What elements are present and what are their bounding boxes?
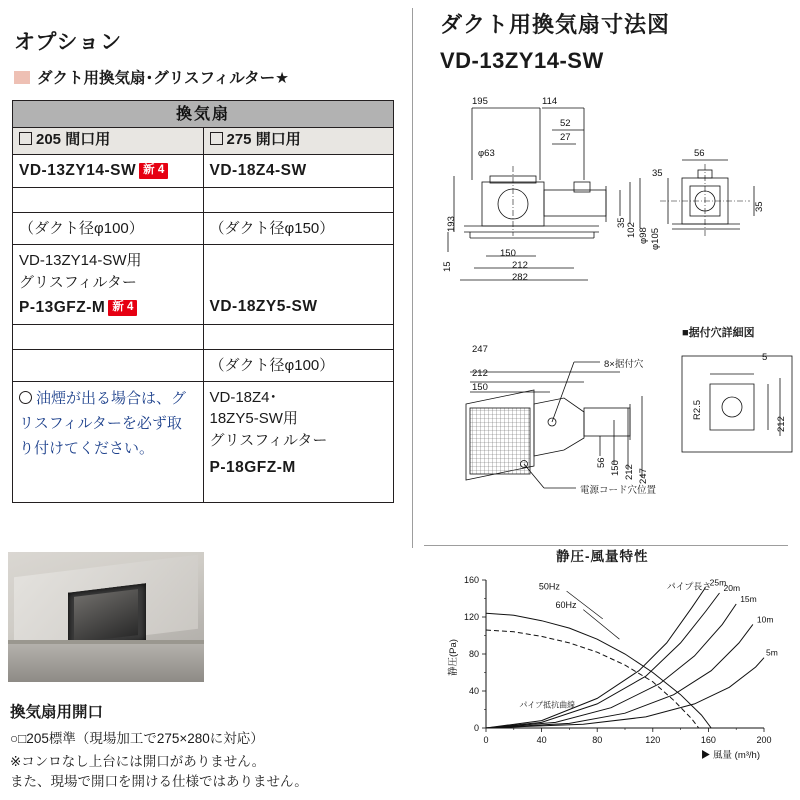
svg-text:120: 120: [645, 735, 661, 745]
top-dimension-drawing: [424, 86, 800, 346]
checkbox-square-icon: [210, 132, 223, 145]
table-header-row: [13, 101, 394, 128]
dim-56: 56: [694, 148, 705, 159]
spacer-cell-1: [13, 188, 204, 213]
cell-note: [13, 349, 204, 381]
dim-150-b: 150: [610, 460, 621, 476]
dim-phi98: φ98: [638, 227, 649, 244]
svg-text:40: 40: [536, 735, 547, 745]
svg-text:0: 0: [473, 723, 479, 733]
col1-header-label: 205 間口用: [36, 131, 111, 148]
dim-35c: 35: [754, 201, 765, 212]
circle-bullet-icon: [19, 391, 32, 404]
dim-35b: 35: [616, 217, 627, 228]
cell-filter-1: [13, 245, 204, 325]
table-header: 換気扇: [13, 101, 394, 128]
dim-15: 15: [442, 261, 453, 272]
photo-front: [8, 644, 204, 682]
dim-27: 27: [560, 132, 571, 143]
col2-header: [203, 128, 394, 155]
cell-filter-2: [203, 245, 394, 325]
spacer-cell-3: [13, 324, 204, 349]
svg-text:80: 80: [592, 735, 603, 745]
table-row-spacer: [13, 324, 394, 349]
dim-150: 150: [500, 248, 516, 259]
svg-text:80: 80: [468, 649, 479, 659]
dim-247-top: 247: [472, 344, 488, 355]
svg-text:160: 160: [700, 735, 716, 745]
spacer-cell-2: [203, 188, 394, 213]
static-pressure-chart: [424, 568, 800, 798]
svg-text:静圧(Pa): 静圧(Pa): [448, 639, 459, 676]
dim-193: 193: [446, 216, 457, 232]
svg-text:200: 200: [756, 735, 772, 745]
oil-note-label: 油煙が出る場合は、グリスフィルターを必ず取り付けてください。: [19, 390, 187, 457]
svg-text:▶ 風量 (m³/h): ▶ 風量 (m³/h): [700, 750, 760, 761]
svg-text:パイプ抵抗曲線: パイプ抵抗曲線: [519, 700, 576, 710]
dim-phi105: φ105: [650, 227, 661, 250]
dim-212-top: 212: [472, 368, 488, 379]
drawing-title: ダクト用換気扇寸法図: [440, 12, 671, 37]
checkbox-square-icon: [19, 132, 32, 145]
cell-oil-note: [13, 382, 204, 503]
photo-caption-line1: ○□205標準（現場加工で275×280に対応）: [10, 731, 264, 746]
model-p13gfz: P-13GFZ-M: [19, 298, 106, 316]
dim-52: 52: [560, 118, 571, 129]
filter3-line1: VD-18Z4･: [209, 389, 278, 407]
label-mount-holes: 8×据付穴: [604, 359, 644, 370]
table-subheader-row: [13, 128, 394, 155]
table-row-spacer: [13, 188, 394, 213]
dim-195: 195: [472, 96, 488, 107]
caption-line3-text: また、現場で開口を開ける仕様ではありません。: [10, 773, 308, 789]
option-title: オプション: [14, 31, 123, 54]
right-column: [424, 0, 800, 800]
col1-header: [13, 128, 204, 155]
new-badge: 新 4: [108, 300, 137, 316]
label-cord-hole: 電源コード穴位置: [580, 485, 657, 496]
filter-line2: グリスフィルター: [19, 273, 137, 291]
svg-text:50Hz: 50Hz: [538, 581, 560, 592]
table-row: [13, 155, 394, 188]
label-r25: R2.5: [692, 399, 703, 420]
svg-text:20m: 20m: [723, 582, 741, 593]
drawing-model: VD-13ZY14-SW: [440, 48, 604, 73]
cell-duct-3: （ダクト径φ100）: [203, 349, 394, 381]
oil-note-text: [19, 387, 197, 461]
photo-caption-title: 換気扇用開口: [10, 704, 104, 721]
product-photo: [8, 552, 204, 682]
dim-102: 102: [626, 222, 637, 238]
dim-212: 212: [512, 260, 528, 271]
svg-text:60Hz: 60Hz: [555, 599, 577, 610]
svg-text:15m: 15m: [740, 594, 757, 605]
photo-opening-inner: [74, 589, 138, 643]
svg-text:25m: 25m: [709, 577, 727, 588]
cell-model-2: [203, 155, 394, 188]
cell-duct-1: （ダクト径φ100）: [13, 213, 204, 245]
svg-text:10m: 10m: [756, 614, 774, 625]
dim-150-top: 150: [472, 382, 488, 393]
table-row: [13, 382, 394, 503]
spacer-cell-4: [203, 324, 394, 349]
caption-line2-text: ※コンロなし上台には開口がありません。: [10, 754, 266, 769]
filter3-line2: 18ZY5-SW用: [209, 410, 298, 428]
dim-phi63: φ63: [478, 148, 495, 159]
model-p18gfz: P-18GFZ-M: [209, 459, 296, 477]
svg-text:120: 120: [463, 612, 479, 622]
svg-text:40: 40: [468, 686, 479, 696]
option-subtitle-row: [14, 66, 289, 88]
cell-model-1: [13, 155, 204, 188]
svg-text:160: 160: [463, 575, 479, 585]
filter3-line3: グリスフィルター: [209, 431, 328, 449]
pink-square-icon: [14, 71, 30, 84]
dim-247-b: 247: [638, 468, 649, 484]
option-subtitle: ダクト用換気扇･グリスフィルター★: [37, 70, 289, 87]
dim-35a: 35: [652, 168, 663, 179]
model-vd13zy14: VD-13ZY14-SW: [19, 162, 137, 179]
svg-text:0: 0: [483, 735, 489, 745]
cell-duct-2: （ダクト径φ150）: [203, 213, 394, 245]
dim-212-b: 212: [624, 464, 635, 480]
cell-filter-3: [203, 382, 394, 503]
dim-56-b: 56: [596, 457, 607, 468]
chart-title: 静圧-風量特性: [556, 549, 649, 564]
table-row: [13, 245, 394, 325]
new-badge: 新 4: [139, 163, 168, 179]
model-vd18zy5: VD-18ZY5-SW: [209, 298, 318, 316]
dim-114: 114: [542, 96, 558, 107]
svg-text:パイプ長さ: パイプ長さ: [666, 581, 712, 592]
svg-text:5m: 5m: [766, 647, 778, 658]
table-row: [13, 349, 394, 381]
dim-5: 5: [762, 352, 768, 363]
col2-header-label: 275 開口用: [226, 131, 301, 148]
vertical-divider: [412, 8, 413, 548]
dim-282: 282: [512, 272, 528, 283]
dim-212-detail: 212: [776, 416, 787, 432]
filter-line1: VD-13ZY14-SW用: [19, 252, 142, 270]
detail-title: ■据付穴詳細図: [682, 327, 755, 339]
spec-table: [12, 100, 394, 503]
model-vd18z4: VD-18Z4-SW: [209, 162, 307, 179]
table-row: [13, 213, 394, 245]
photo-caption-line2: [10, 752, 308, 791]
